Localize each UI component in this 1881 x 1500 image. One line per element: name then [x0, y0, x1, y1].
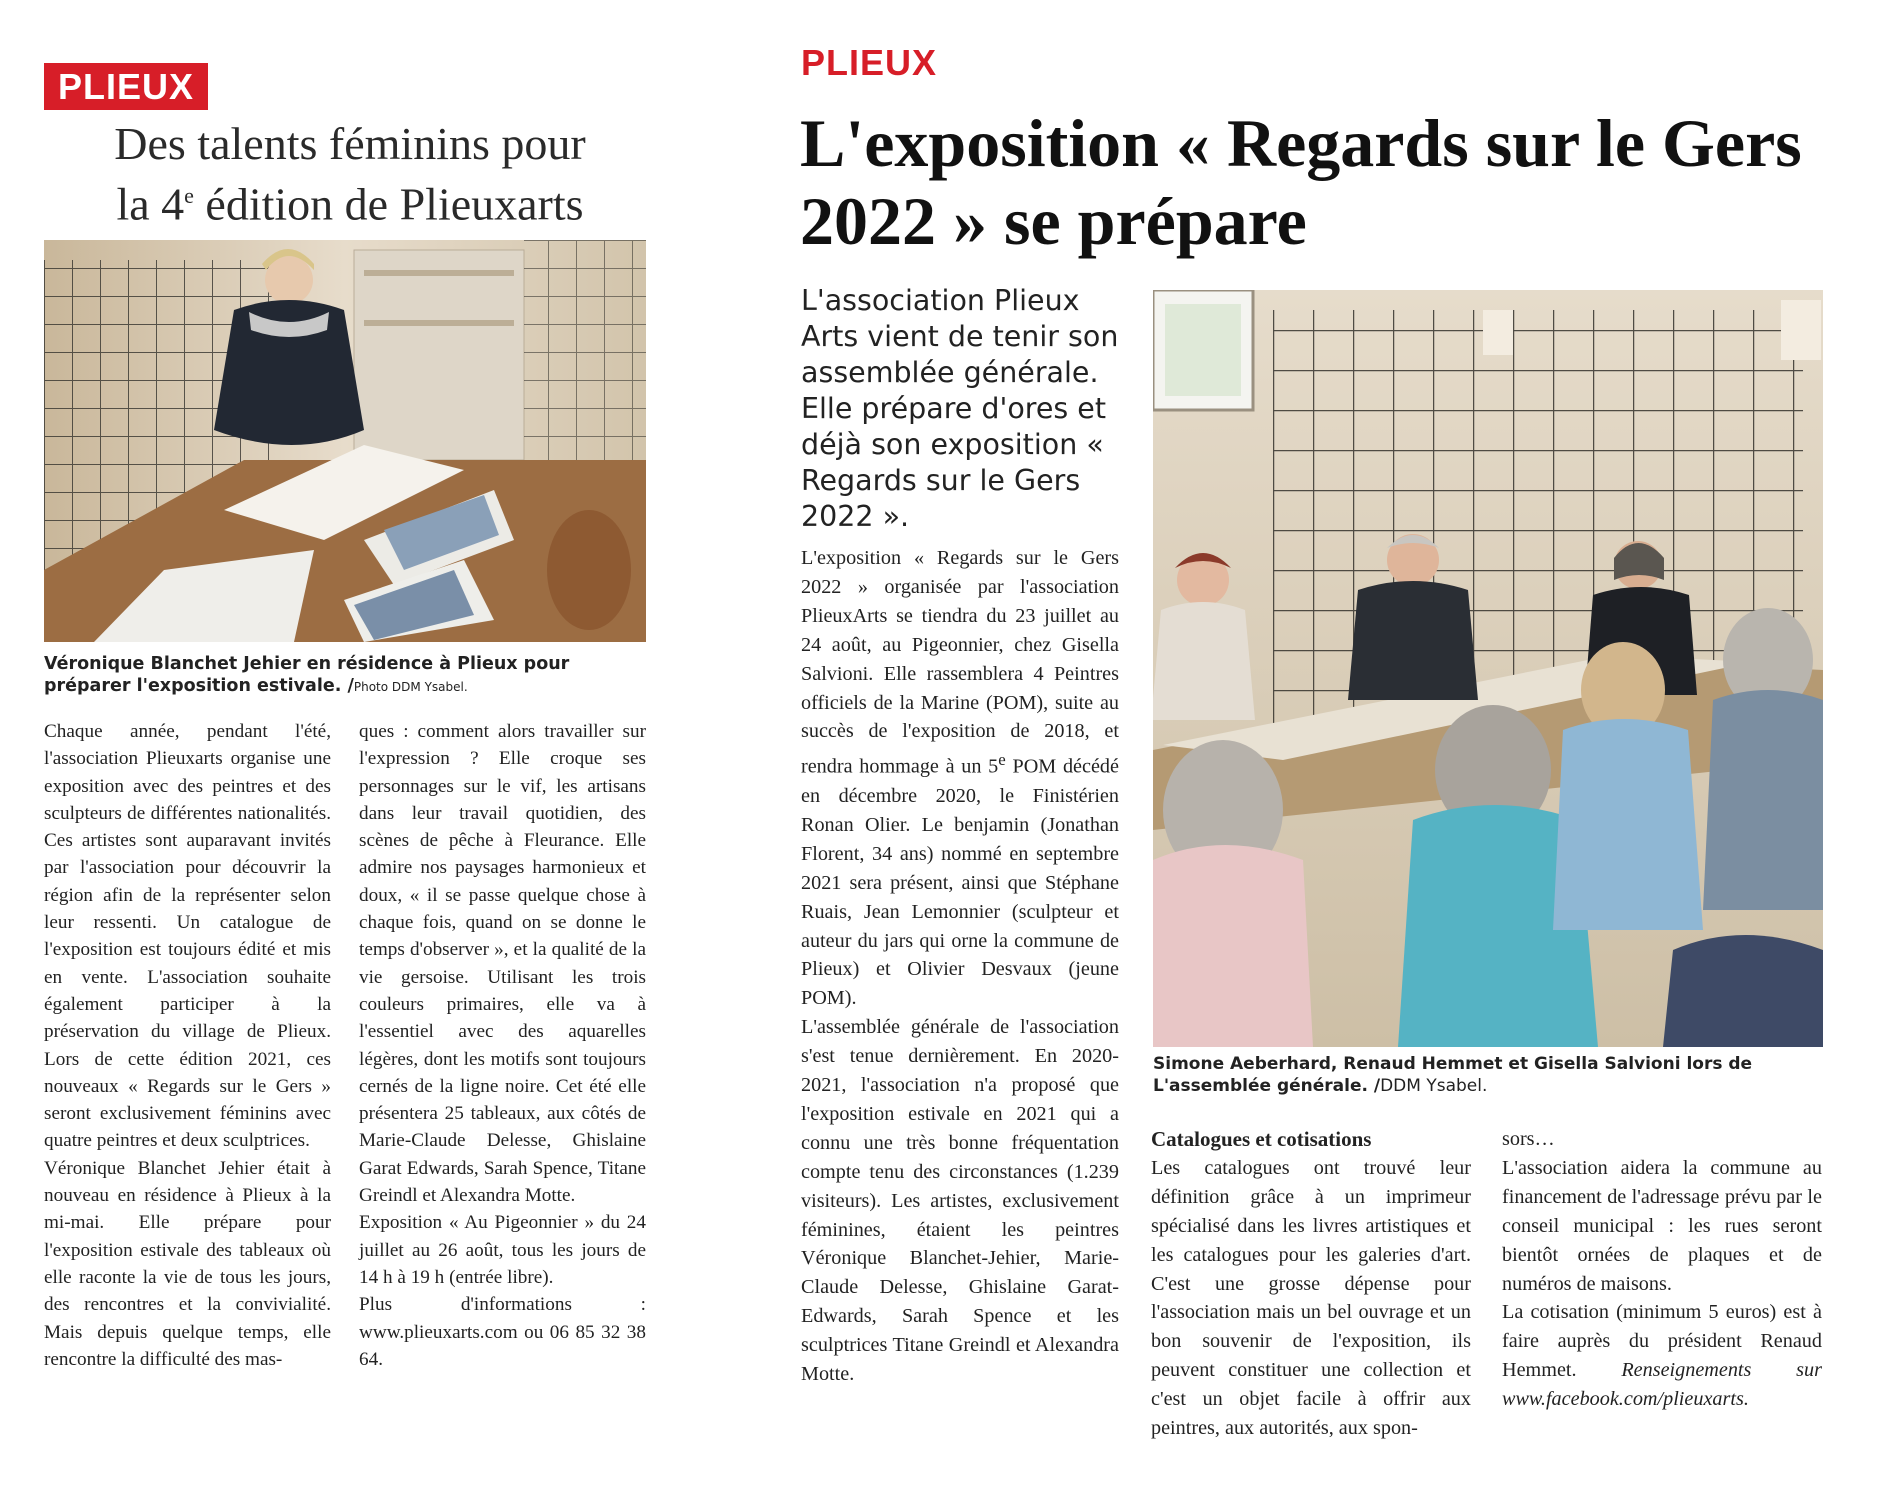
right-paragraph-1: L'exposition « Regards sur le Gers 2022 » organisée par l'association PlieuxArts se tiendra du 23 juillet au 24 août, au Pigeonnier, chez Gisella Salvioni. Elle rassemblera 4 Peintres officiels de la Marine (POM), suite au succès de l'exposition de 2018, et rendra hommage à un 5e POM décédé en décembre 2020, le Finistérien Ronan Olier. Le benjamin (Jonathan Florent, 34 ans) nommé en septembre 2021 sera présent, ainsi que Stéphane Ruais, Jean Lemonnier (sculpteur et auteur du jars qui orne la commune de Plieux) et Olivier Desvaux (jeune POM). [801, 547, 1119, 1010]
left-column-2 [359, 718, 646, 1373]
right-lead-paragraph: L'association Plieux Arts vient de tenir son assemblée générale. Elle prépare d'ores et déjà son exposition « Regards sur le Gers 2022 ». [801, 284, 1119, 533]
right-paragraph-adressage: L'association aidera la commune au financement de l'adressage prévu par le conseil municipal : les rues seront bientôt ornées de plaques et de numéros de maisons. [1502, 1156, 1822, 1295]
facebook-link[interactable]: Renseignements sur www.facebook.com/plieuxarts. [1502, 1359, 1822, 1411]
section-tag-right: PLIEUX [801, 42, 938, 83]
right-paragraph-2: L'assemblée générale de l'association s'est tenue dernièrement. En 2020-2021, l'association n'a proposé que l'exposition estivale en 2021 qui a connu une très bonne fréquentation compte tenu des circonstances (1.239 visiteurs). Les artistes, exclusivement féminines, étaient les peintres Véronique Blanchet-Jehier, Marie-Claude Delesse, Ghislaine Garat-Edwards, Sarah Spence et les sculptrices Titane Greindl et Alexandra Motte. [801, 1016, 1119, 1386]
section-tag-left: PLIEUX [44, 63, 208, 110]
right-headline: L'exposition « Regards sur le Gers 2022 » se prépare [800, 105, 1802, 259]
right-column-3 [1502, 1125, 1822, 1414]
right-paragraph-sponsors-end: sors… [1502, 1128, 1555, 1150]
photo-general-assembly [1153, 290, 1823, 1047]
left-photo-caption: Véronique Blanchet Jehier en résidence à Plieux pour préparer l'exposition estivale. /Photo DDM Ysabel. [44, 654, 570, 696]
left-paragraph-2: Véronique Blanchet Jehier était à nouveau en résidence à Plieux à la mi-mai. Elle prépare pour l'exposition estivale des tableaux où elle raconte la vie de tous les jours, des rencontres et la convivialité. Mais depuis quelque temps, elle rencontre la difficulté des mas- [44, 1157, 331, 1370]
right-photo-caption: Simone Aeberhard, Renaud Hemmet et Gisella Salvioni lors de L'assemblée générale. /DDM Ysabel. [1153, 1054, 1753, 1096]
left-photo-credit: Photo DDM Ysabel. [353, 680, 468, 694]
left-paragraph-contact: Plus d'informations : www.plieuxarts.com ou 06 85 32 38 64. [359, 1294, 646, 1370]
right-paragraph-catalogues: Les catalogues ont trouvé leur définition grâce à un imprimeur spécialisé dans les livres artistiques et les catalogues pour les galeries d'art. C'est une grosse dépense pour l'association mais un bel ouvrage et un bon souvenir de l'exposition, ils peuvent constituer une collection et c'est un objet facile à offrir aux peintres, aux autorités, aux spon- [1151, 1156, 1471, 1440]
left-column-1 [44, 718, 331, 1373]
left-paragraph-1: Chaque année, pendant l'été, l'association Plieuxarts organise une exposition avec des peintres et des sculpteurs de différentes nationalités. Ces artistes sont auparavant invités par l'association pour découvrir la région afin de la représenter selon leur ressenti. Un catalogue de l'exposition est toujours édité et mis en vente. L'association souhaite également participer à la préservation du village de Plieux. Lors de cette édition 2021, ces nouveaux « Regards sur le Gers » seront exclusivement féminins avec quatre peintres et deux sculptrices. [44, 721, 331, 1152]
right-column-2 [1151, 1125, 1471, 1443]
right-photo-credit: DDM Ysabel. [1380, 1076, 1488, 1096]
right-paragraph-cotisation: La cotisation (minimum 5 euros) est à faire auprès du président Renaud Hemmet. Renseignements sur www.facebook.com/plieuxarts. [1502, 1301, 1822, 1411]
left-paragraph-3: ques : comment alors travailler sur l'expression ? Elle croque ses personnages sur le vif, les artisans dans leur travail quotidien, des scènes de pêche à Fleurance. Elle admire nos paysages harmonieux et doux, « il se passe quelque chose à chaque fois, quand on se donne le temps d'observer », et la qualité de la vie gersoise. Utilisant les trois couleurs primaires, elle va à l'essentiel avec des aquarelles légères, dont les motifs sont toujours cernés de la ligne noire. Cet été elle présentera 25 tableaux, aux côtés de Marie-Claude Delesse, Ghislaine Garat Edwards, Sarah Spence, Titane Greindl et Alexandra Motte. [359, 721, 646, 1207]
left-headline-line2: la 4e édition de Plieuxarts [116, 178, 584, 230]
right-subheading: Catalogues et cotisations [1151, 1127, 1372, 1151]
left-headline [60, 118, 640, 230]
left-paragraph-exposition: Exposition « Au Pigeonnier » du 24 juillet au 26 août, tous les jours de 14 h à 19 h (entrée libre). [359, 1212, 646, 1288]
photo-artist-residence [44, 240, 646, 642]
right-column-1 [801, 544, 1119, 1389]
left-headline-line1: Des talents féminins pour [114, 118, 586, 169]
